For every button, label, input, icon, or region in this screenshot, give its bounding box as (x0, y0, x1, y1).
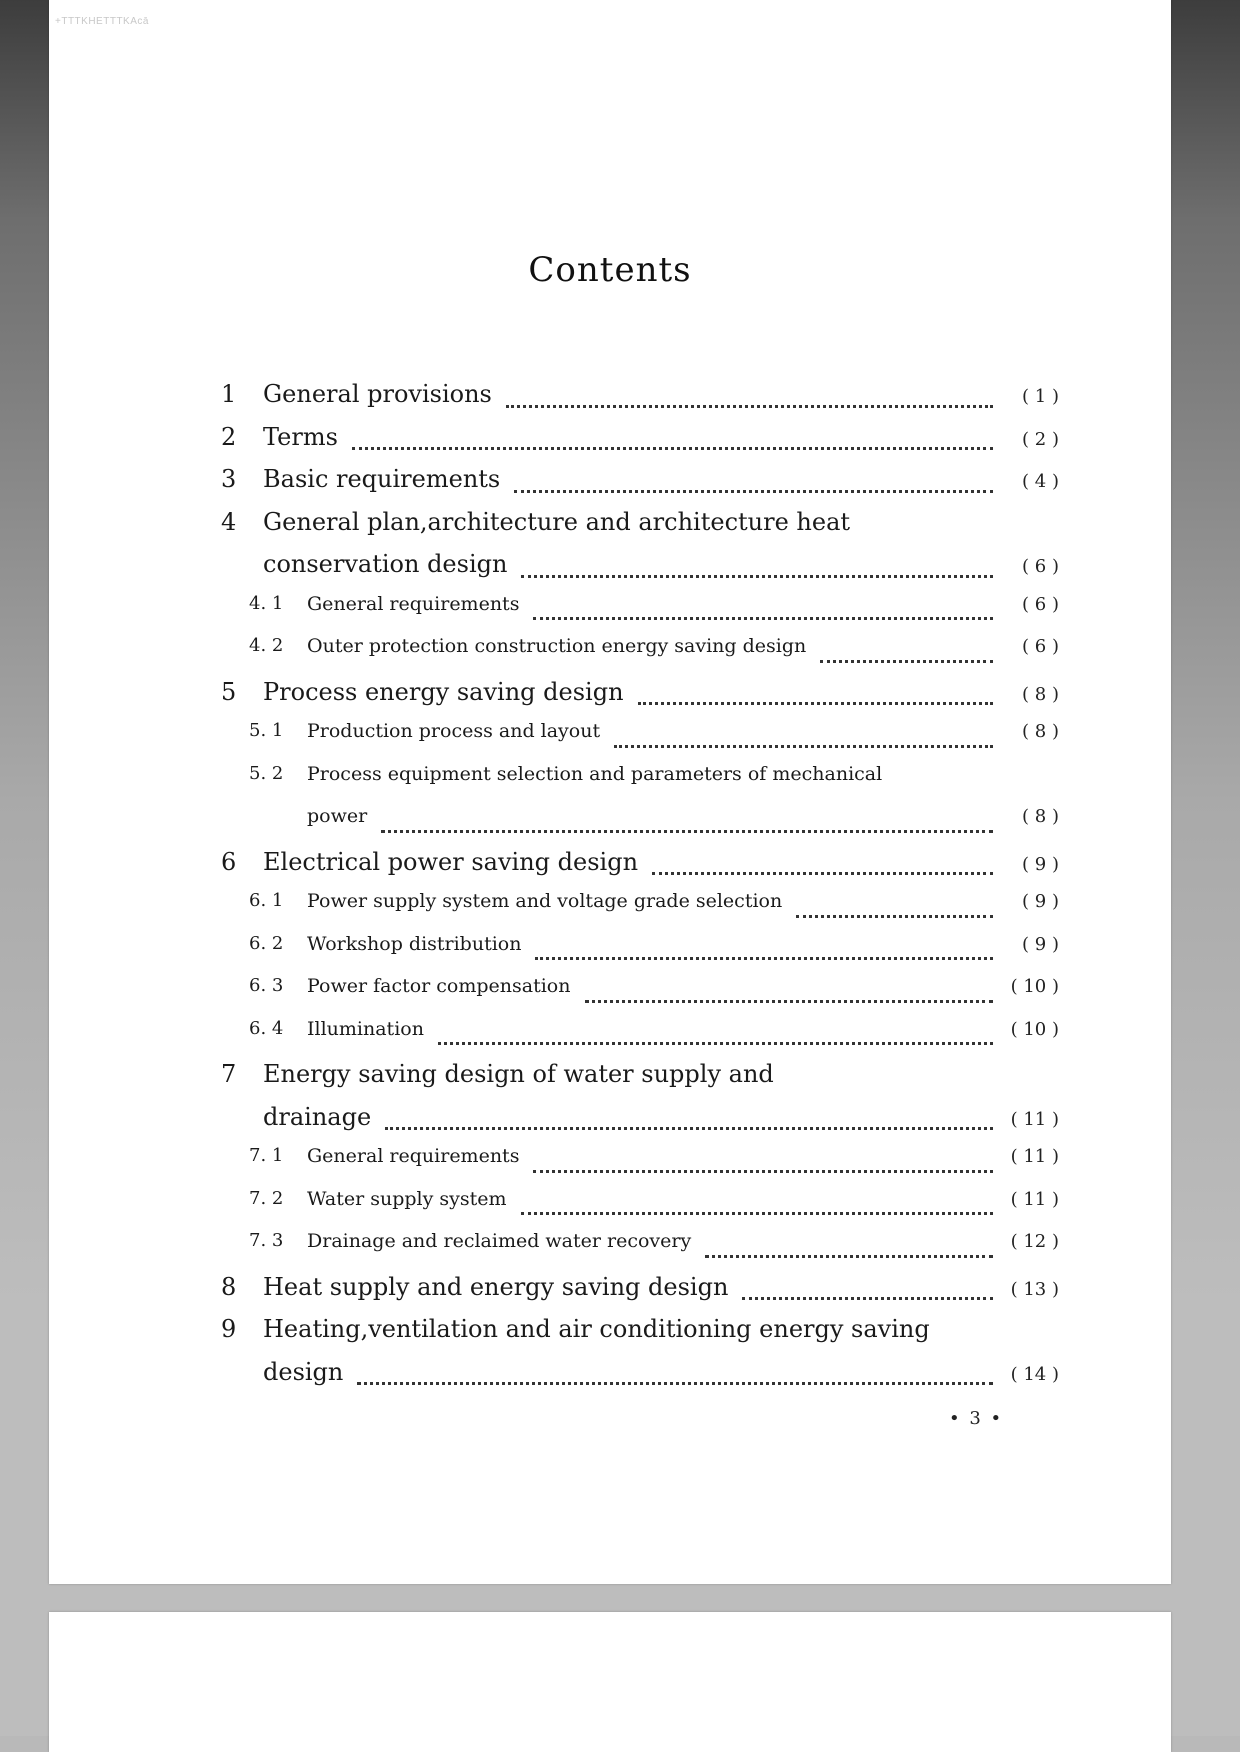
toc-subentry[interactable] (221, 593, 1059, 636)
toc-subentry[interactable] (221, 1018, 1059, 1061)
toc-entry-title: Energy saving design of water supply and (263, 1060, 774, 1088)
toc-entry-title-cont: conservation design (263, 550, 508, 578)
toc-entry[interactable] (221, 1315, 1059, 1358)
toc-entry-title: Water supply system (307, 1187, 507, 1210)
toc-entry-title: Power factor compensation (307, 975, 571, 997)
toc-subentry[interactable] (221, 933, 1059, 976)
toc-entry-title: General requirements (307, 592, 520, 615)
toc-entry-page: ( 13 ) (1010, 1278, 1059, 1300)
toc-entry-number: 5. 1 (249, 720, 284, 741)
toc-entry-number: 4. 2 (249, 635, 284, 656)
toc-entry-number: 7. 1 (249, 1145, 284, 1166)
toc-entry-continuation[interactable] (221, 1358, 1059, 1401)
toc-subentry[interactable] (221, 635, 1059, 678)
toc-entry-continuation[interactable] (221, 550, 1059, 593)
toc-entry-page: ( 11 ) (1010, 1108, 1059, 1130)
toc-entry-page: ( 8 ) (1022, 806, 1059, 827)
toc-entry[interactable] (221, 423, 1059, 466)
toc-entry-title: Basic requirements (263, 465, 501, 493)
toc-entry-page: ( 2 ) (1022, 428, 1059, 450)
toc-subentry[interactable] (221, 890, 1059, 933)
toc-subentry[interactable] (221, 763, 1059, 806)
toc-subentry[interactable] (221, 1188, 1059, 1231)
toc-subentry[interactable] (221, 1230, 1059, 1273)
toc-entry-page: ( 11 ) (1010, 1188, 1059, 1210)
toc-entry-number: 1 (221, 380, 237, 408)
toc-subentry-continuation[interactable] (221, 805, 1059, 848)
dot-leader (796, 915, 993, 918)
dot-leader (506, 405, 993, 408)
toc-entry-title: Process equipment selection and parameters of mechanical (307, 762, 883, 785)
toc-entry-number: 5. 2 (249, 762, 284, 784)
dot-leader (614, 745, 993, 748)
dot-leader (381, 830, 993, 833)
toc-entry-page: ( 6 ) (1022, 556, 1059, 577)
toc-entry-page: ( 1 ) (1022, 386, 1059, 407)
toc-entry-title: General requirements (307, 1145, 520, 1167)
toc-entry-title: Heat supply and energy saving design (263, 1272, 729, 1301)
toc-entry-number: 7. 3 (249, 1230, 284, 1251)
toc-entry-title: Drainage and reclaimed water recovery (307, 1230, 692, 1252)
page-title: Contents (528, 250, 692, 290)
dot-leader (742, 1297, 993, 1300)
toc-subentry[interactable] (221, 720, 1059, 763)
toc-entry-number: 3 (221, 465, 237, 493)
dot-leader (521, 1212, 994, 1215)
toc-entry-page: ( 9 ) (1022, 891, 1059, 912)
toc-entry-page: ( 6 ) (1022, 593, 1059, 615)
toc-entry-title: Power supply system and voltage grade selection (307, 890, 783, 912)
toc-entry[interactable] (221, 678, 1059, 721)
toc-entry-page: ( 9 ) (1022, 853, 1059, 875)
dot-leader (521, 575, 993, 578)
toc-entry-title: Heating,ventilation and air conditioning energy saving (263, 1315, 930, 1343)
toc-entry-number: 6. 4 (249, 1017, 284, 1039)
dot-leader (533, 1170, 993, 1173)
toc-entry-number: 7. 2 (249, 1187, 284, 1209)
toc-entry-number: 8 (221, 1272, 237, 1301)
toc-entry-number: 6. 2 (249, 932, 284, 954)
toc-entry-number: 4 (221, 507, 237, 536)
dot-leader (585, 1000, 994, 1003)
next-document-page (49, 1612, 1171, 1752)
toc-entry-title-cont: power (307, 805, 368, 827)
toc-entry[interactable] (221, 508, 1059, 551)
toc-entry-page: ( 6 ) (1022, 636, 1059, 657)
dot-leader (514, 490, 993, 493)
toc-entry-page: ( 9 ) (1022, 933, 1059, 955)
toc-entry-page: ( 12 ) (1010, 1231, 1059, 1252)
dot-leader (533, 617, 993, 620)
toc-subentry[interactable] (221, 1145, 1059, 1188)
dot-leader (652, 872, 993, 875)
toc-entry-title-cont: drainage (263, 1102, 372, 1131)
toc-entry-number: 6. 3 (249, 975, 284, 996)
toc-entry-number: 6 (221, 847, 237, 876)
toc-entry-number: 7 (221, 1060, 237, 1088)
toc-entry-page: ( 11 ) (1010, 1146, 1059, 1167)
toc-entry-continuation[interactable] (221, 1103, 1059, 1146)
toc-entry-page: ( 10 ) (1010, 976, 1059, 997)
toc-entry-page: ( 10 ) (1010, 1018, 1059, 1040)
dot-leader (705, 1255, 993, 1258)
toc-entry-page: ( 8 ) (1022, 683, 1059, 705)
toc-entry-title: Production process and layout (307, 720, 601, 742)
toc-entry[interactable] (221, 1060, 1059, 1103)
dot-leader (638, 702, 993, 705)
dot-leader (357, 1382, 993, 1385)
table-of-contents (221, 380, 1059, 1400)
toc-entry[interactable] (221, 1273, 1059, 1316)
toc-entry-number: 4. 1 (249, 592, 284, 614)
toc-entry-title-cont: design (263, 1357, 344, 1386)
dot-leader (438, 1042, 993, 1045)
toc-entry[interactable] (221, 380, 1059, 423)
toc-entry-title: General provisions (263, 380, 492, 408)
toc-entry-number: 2 (221, 422, 237, 451)
toc-entry-title: Terms (263, 422, 338, 451)
toc-entry-title: Electrical power saving design (263, 847, 639, 876)
page-number: • 3 • (949, 1408, 1004, 1429)
toc-entry-number: 6. 1 (249, 890, 284, 911)
dot-leader (820, 660, 993, 663)
dot-leader (535, 957, 993, 960)
toc-entry-page: ( 14 ) (1010, 1363, 1059, 1385)
toc-entry-title: Outer protection construction energy saving design (307, 635, 807, 657)
toc-entry-page: ( 8 ) (1022, 721, 1059, 742)
toc-entry-title: Illumination (307, 1017, 424, 1040)
toc-entry[interactable] (221, 848, 1059, 891)
toc-entry[interactable] (221, 465, 1059, 508)
toc-entry-number: 5 (221, 677, 237, 706)
document-page (49, 0, 1171, 1584)
toc-entry-number: 9 (221, 1315, 237, 1343)
header-watermark: +TTTKHETTTKAcā (55, 16, 149, 27)
toc-subentry[interactable] (221, 975, 1059, 1018)
toc-entry-page: ( 4 ) (1022, 471, 1059, 492)
toc-entry-title: Process energy saving design (263, 677, 624, 706)
toc-entry-title: General plan,architecture and architecture heat (263, 507, 851, 536)
dot-leader (352, 447, 993, 450)
toc-entry-title: Workshop distribution (307, 932, 522, 955)
dot-leader (385, 1127, 993, 1130)
